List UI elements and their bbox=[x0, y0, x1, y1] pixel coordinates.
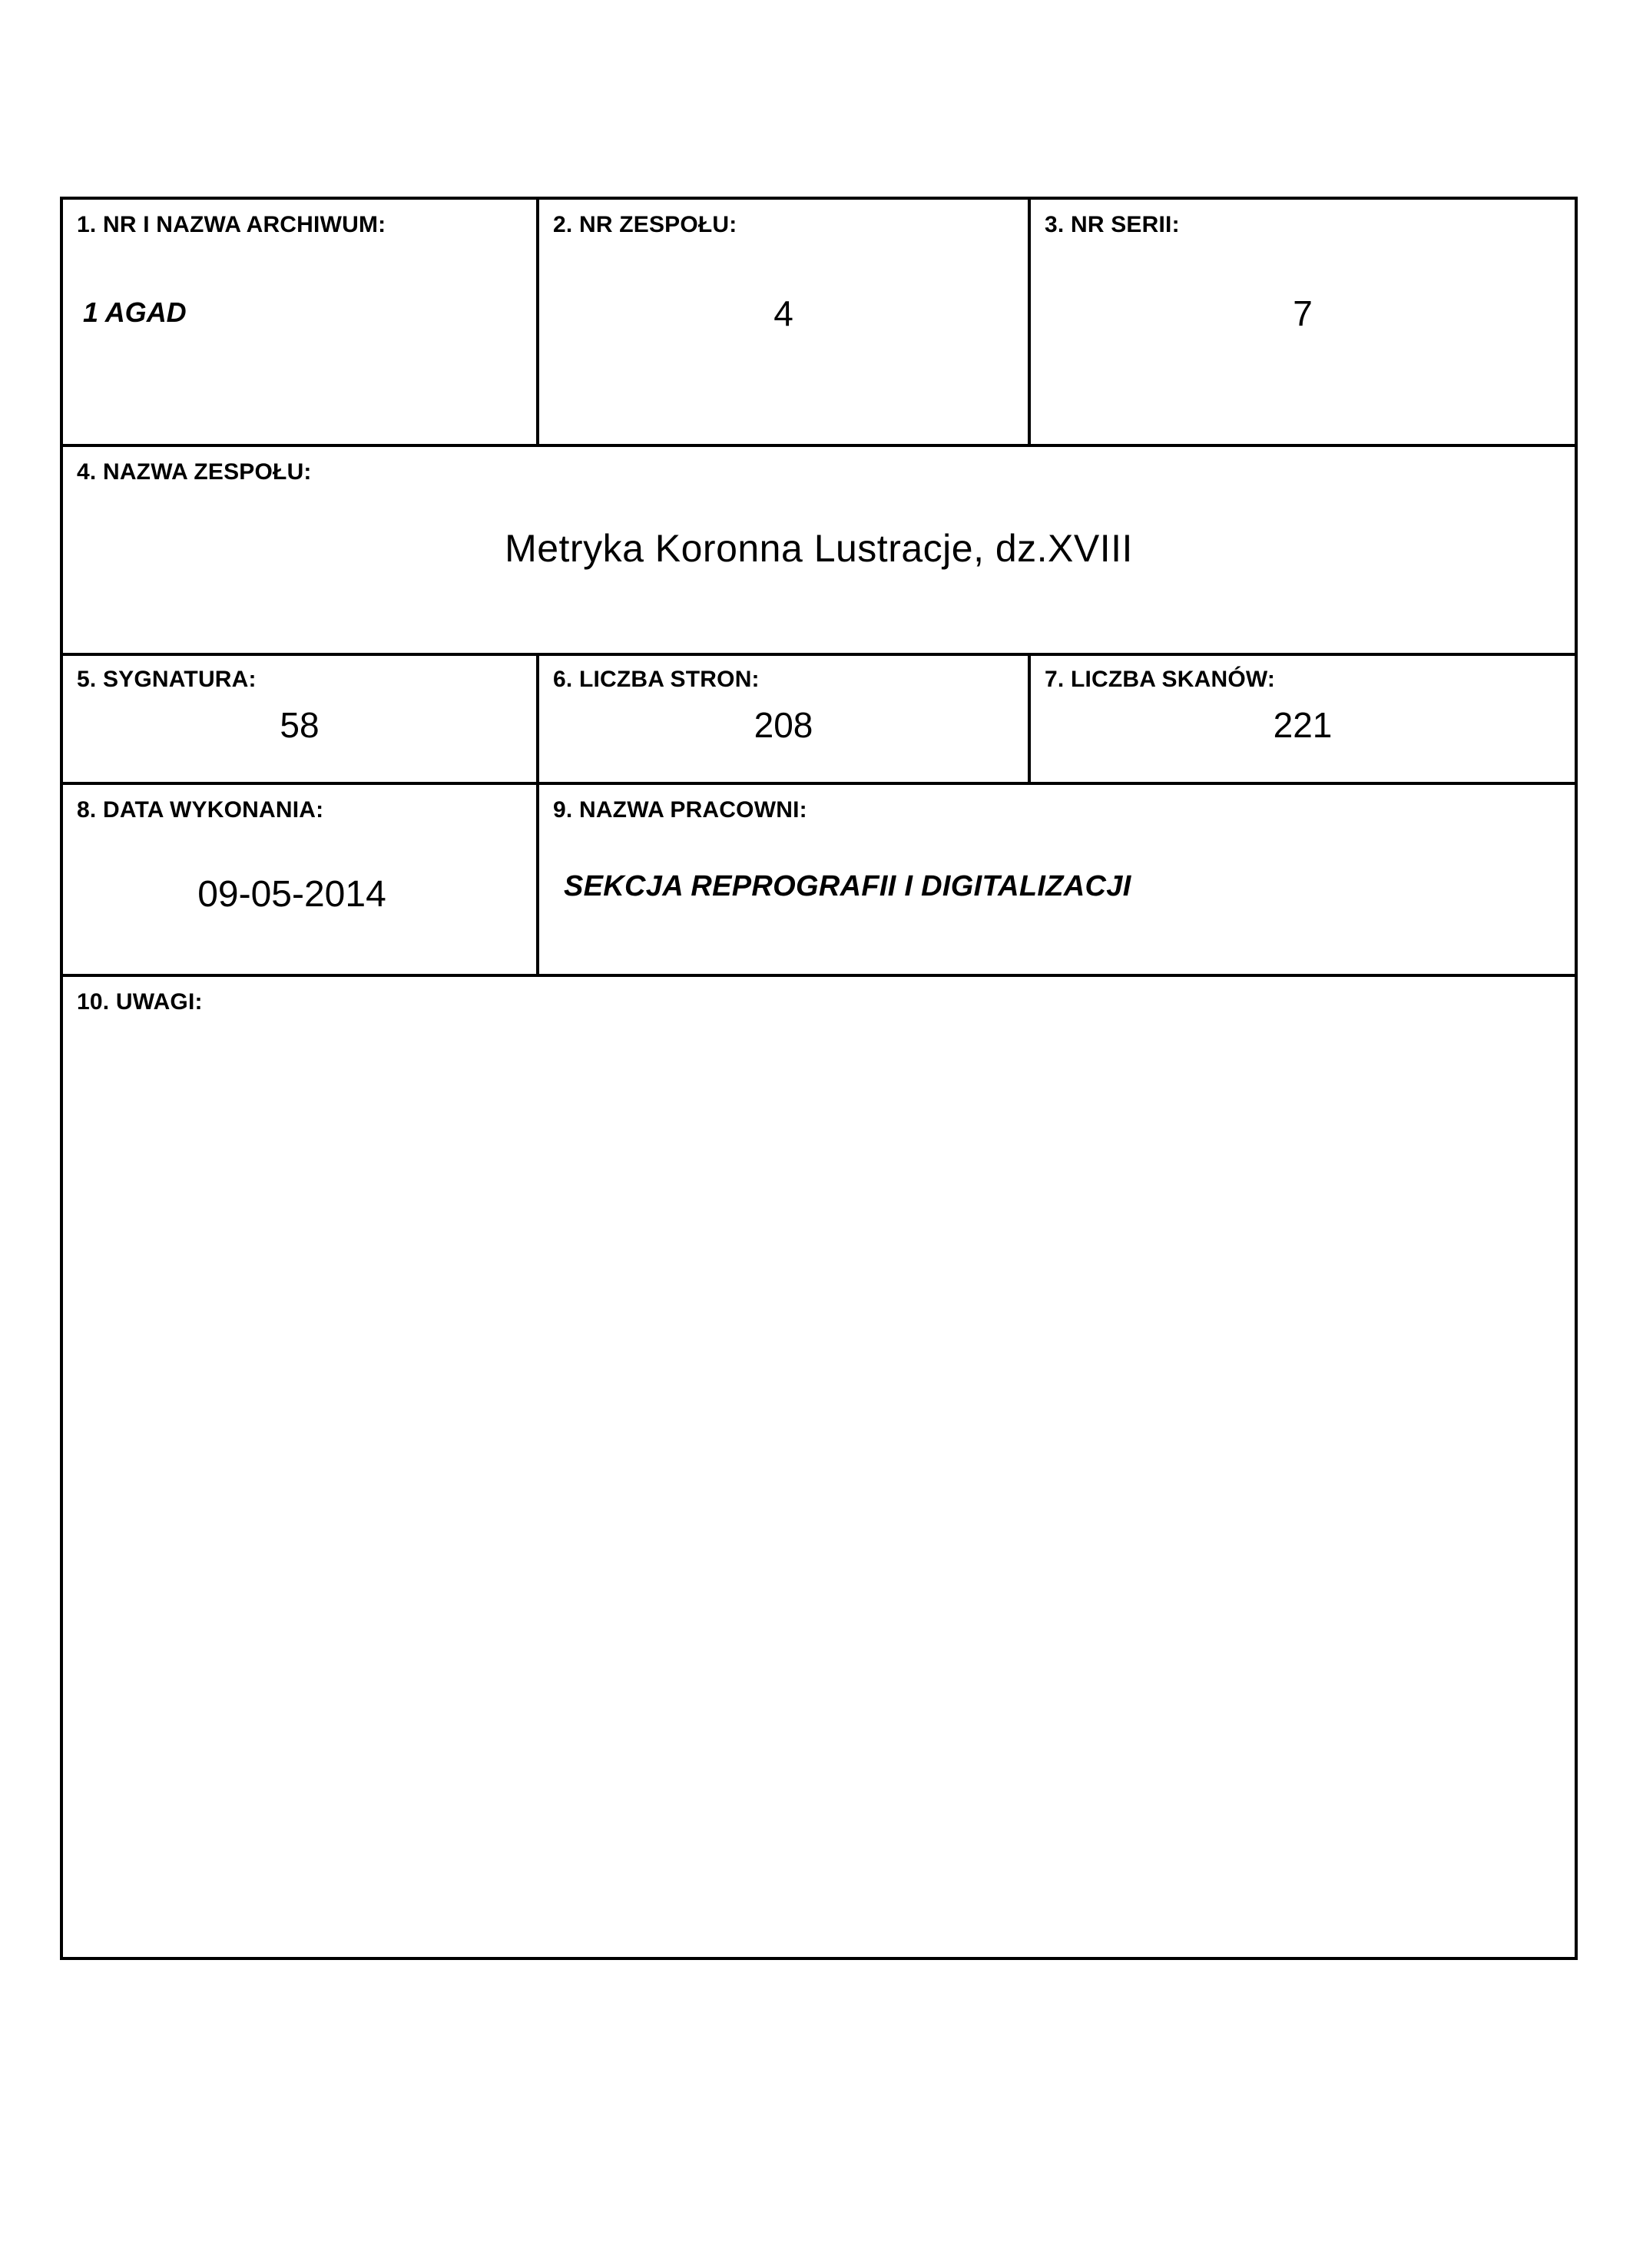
cell-archive-name bbox=[61, 198, 538, 445]
field-value-archive: 1 AGAD bbox=[83, 296, 187, 328]
field-label-series-number: 3. NR SERII: bbox=[1045, 212, 1180, 237]
field-label-scan-count: 7. LICZBA SKANÓW: bbox=[1045, 667, 1276, 692]
table-row bbox=[61, 783, 1576, 975]
field-label-lab-name: 9. NAZWA PRACOWNI: bbox=[553, 797, 807, 823]
table-row bbox=[61, 445, 1576, 654]
table-row bbox=[61, 654, 1576, 783]
field-value-fonds-name: Metryka Koronna Lustracje, dz.XVIII bbox=[505, 527, 1133, 570]
field-value-series-number: 7 bbox=[1293, 293, 1313, 333]
cell-remarks bbox=[61, 975, 1576, 1958]
field-value-scan-count: 221 bbox=[1273, 705, 1333, 745]
table-row bbox=[61, 975, 1576, 1958]
field-value-page-count: 208 bbox=[754, 705, 813, 745]
cell-execution-date bbox=[61, 783, 538, 975]
field-label-fonds-number: 2. NR ZESPOŁU: bbox=[553, 212, 737, 237]
cell-fonds-name bbox=[61, 445, 1576, 654]
field-label-archive: 1. NR I NAZWA ARCHIWUM: bbox=[77, 212, 386, 237]
cell-scan-count bbox=[1029, 654, 1576, 783]
archive-metadata-form bbox=[60, 197, 1578, 1960]
cell-fonds-number bbox=[538, 198, 1029, 445]
cell-page-count bbox=[538, 654, 1029, 783]
field-value-lab-name: SEKCJA REPROGRAFII I DIGITALIZACJI bbox=[564, 870, 1131, 902]
field-value-fonds-number: 4 bbox=[773, 293, 793, 333]
field-label-page-count: 6. LICZBA STRON: bbox=[553, 667, 760, 692]
field-label-execution-date: 8. DATA WYKONANIA: bbox=[77, 797, 324, 823]
cell-signature bbox=[61, 654, 538, 783]
cell-series-number bbox=[1029, 198, 1576, 445]
field-label-signature: 5. SYGNATURA: bbox=[77, 667, 257, 692]
cell-lab-name bbox=[538, 783, 1576, 975]
field-label-remarks: 10. UWAGI: bbox=[77, 989, 203, 1015]
field-value-signature: 58 bbox=[280, 705, 320, 745]
field-label-fonds-name: 4. NAZWA ZESPOŁU: bbox=[77, 459, 312, 485]
field-value-execution-date: 09-05-2014 bbox=[197, 874, 386, 915]
table-row bbox=[61, 198, 1576, 445]
